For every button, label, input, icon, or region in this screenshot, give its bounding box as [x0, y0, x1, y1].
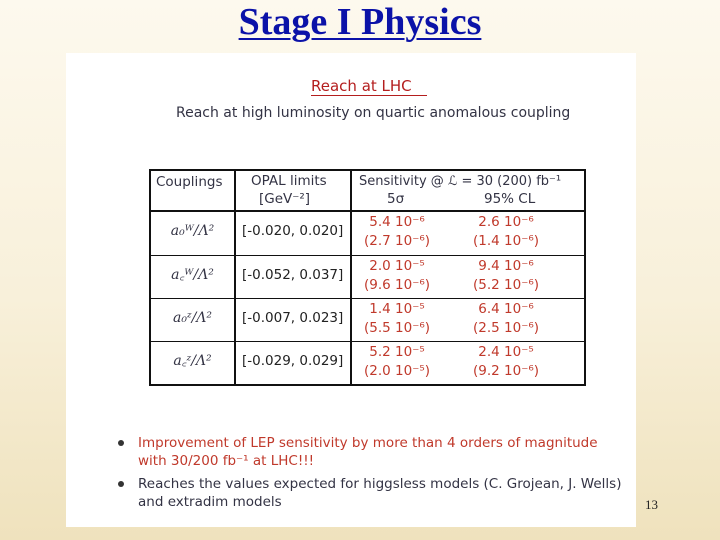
table-divider	[151, 255, 584, 256]
sensitivity-95cl: 2.4 10⁻⁵	[478, 344, 534, 360]
sensitivity-5sigma-high-lumi: (5.5 10⁻⁶)	[363, 320, 430, 336]
coupling-label: a꜀ᵂ/Λ²	[171, 267, 214, 283]
panel-heading-underline	[311, 95, 427, 96]
bullet-dot-icon	[118, 440, 124, 446]
table-divider	[151, 210, 584, 212]
sensitivity-5sigma: 1.4 10⁻⁵	[369, 301, 425, 317]
header-sensitivity: Sensitivity @ ℒ = 30 (200) fb⁻¹	[359, 174, 562, 189]
sensitivity-5sigma-high-lumi: (9.6 10⁻⁶)	[363, 277, 430, 293]
opal-limit-value: [-0.007, 0.023]	[242, 310, 344, 326]
sensitivity-95cl: 6.4 10⁻⁶	[478, 301, 534, 317]
coupling-table	[149, 169, 586, 386]
sensitivity-5sigma: 5.4 10⁻⁶	[369, 214, 425, 230]
bullet-text: Reaches the values expected for higgsless models (C. Grojean, J. Wells)	[138, 476, 622, 492]
page-number: 13	[645, 497, 658, 512]
sensitivity-95cl-high-lumi: (9.2 10⁻⁶)	[472, 363, 539, 379]
header-95cl: 95% CL	[484, 191, 536, 207]
table-divider	[151, 341, 584, 342]
bullet-item	[116, 434, 626, 470]
content-panel	[66, 53, 636, 527]
coupling-label: a₀ᵂ/Λ²	[170, 223, 215, 239]
sensitivity-5sigma-high-lumi: (2.7 10⁻⁶)	[363, 233, 430, 249]
opal-limit-value: [-0.029, 0.029]	[242, 353, 344, 369]
sensitivity-95cl-high-lumi: (1.4 10⁻⁶)	[472, 233, 539, 249]
header-5sigma: 5σ	[387, 191, 405, 207]
opal-limit-value: [-0.052, 0.037]	[242, 267, 344, 283]
table-divider	[151, 298, 584, 299]
bullet-text: Improvement of LEP sensitivity by more than 4 orders of magnitude	[138, 435, 598, 451]
header-opal-units: [GeV⁻²]	[259, 191, 311, 207]
bullet-item	[116, 475, 626, 511]
sensitivity-5sigma-high-lumi: (2.0 10⁻⁵)	[363, 363, 430, 379]
table-divider	[234, 171, 236, 384]
header-couplings: Couplings	[156, 174, 223, 190]
sensitivity-5sigma: 2.0 10⁻⁵	[369, 258, 425, 274]
panel-subtitle: Reach at high luminosity on quartic anomalous coupling	[176, 105, 571, 121]
opal-limit-value: [-0.020, 0.020]	[242, 223, 344, 239]
sensitivity-5sigma: 5.2 10⁻⁵	[369, 344, 425, 360]
bullet-list	[116, 434, 626, 516]
sensitivity-95cl-high-lumi: (2.5 10⁻⁶)	[472, 320, 539, 336]
coupling-label: a₀ᶻ/Λ²	[172, 310, 213, 326]
header-opal-limits: OPAL limits	[251, 173, 327, 189]
slide-title: Stage I Physics	[238, 1, 482, 43]
panel-heading: Reach at LHC	[311, 77, 412, 95]
sensitivity-95cl: 2.6 10⁻⁶	[478, 214, 534, 230]
bullet-text: with 30/200 fb⁻¹ at LHC!!!	[138, 453, 315, 469]
sensitivity-95cl-high-lumi: (5.2 10⁻⁶)	[472, 277, 539, 293]
sensitivity-95cl: 9.4 10⁻⁶	[478, 258, 534, 274]
coupling-label: a꜀ᶻ/Λ²	[173, 353, 212, 369]
bullet-dot-icon	[118, 481, 124, 487]
bullet-text: and extradim models	[138, 494, 282, 510]
